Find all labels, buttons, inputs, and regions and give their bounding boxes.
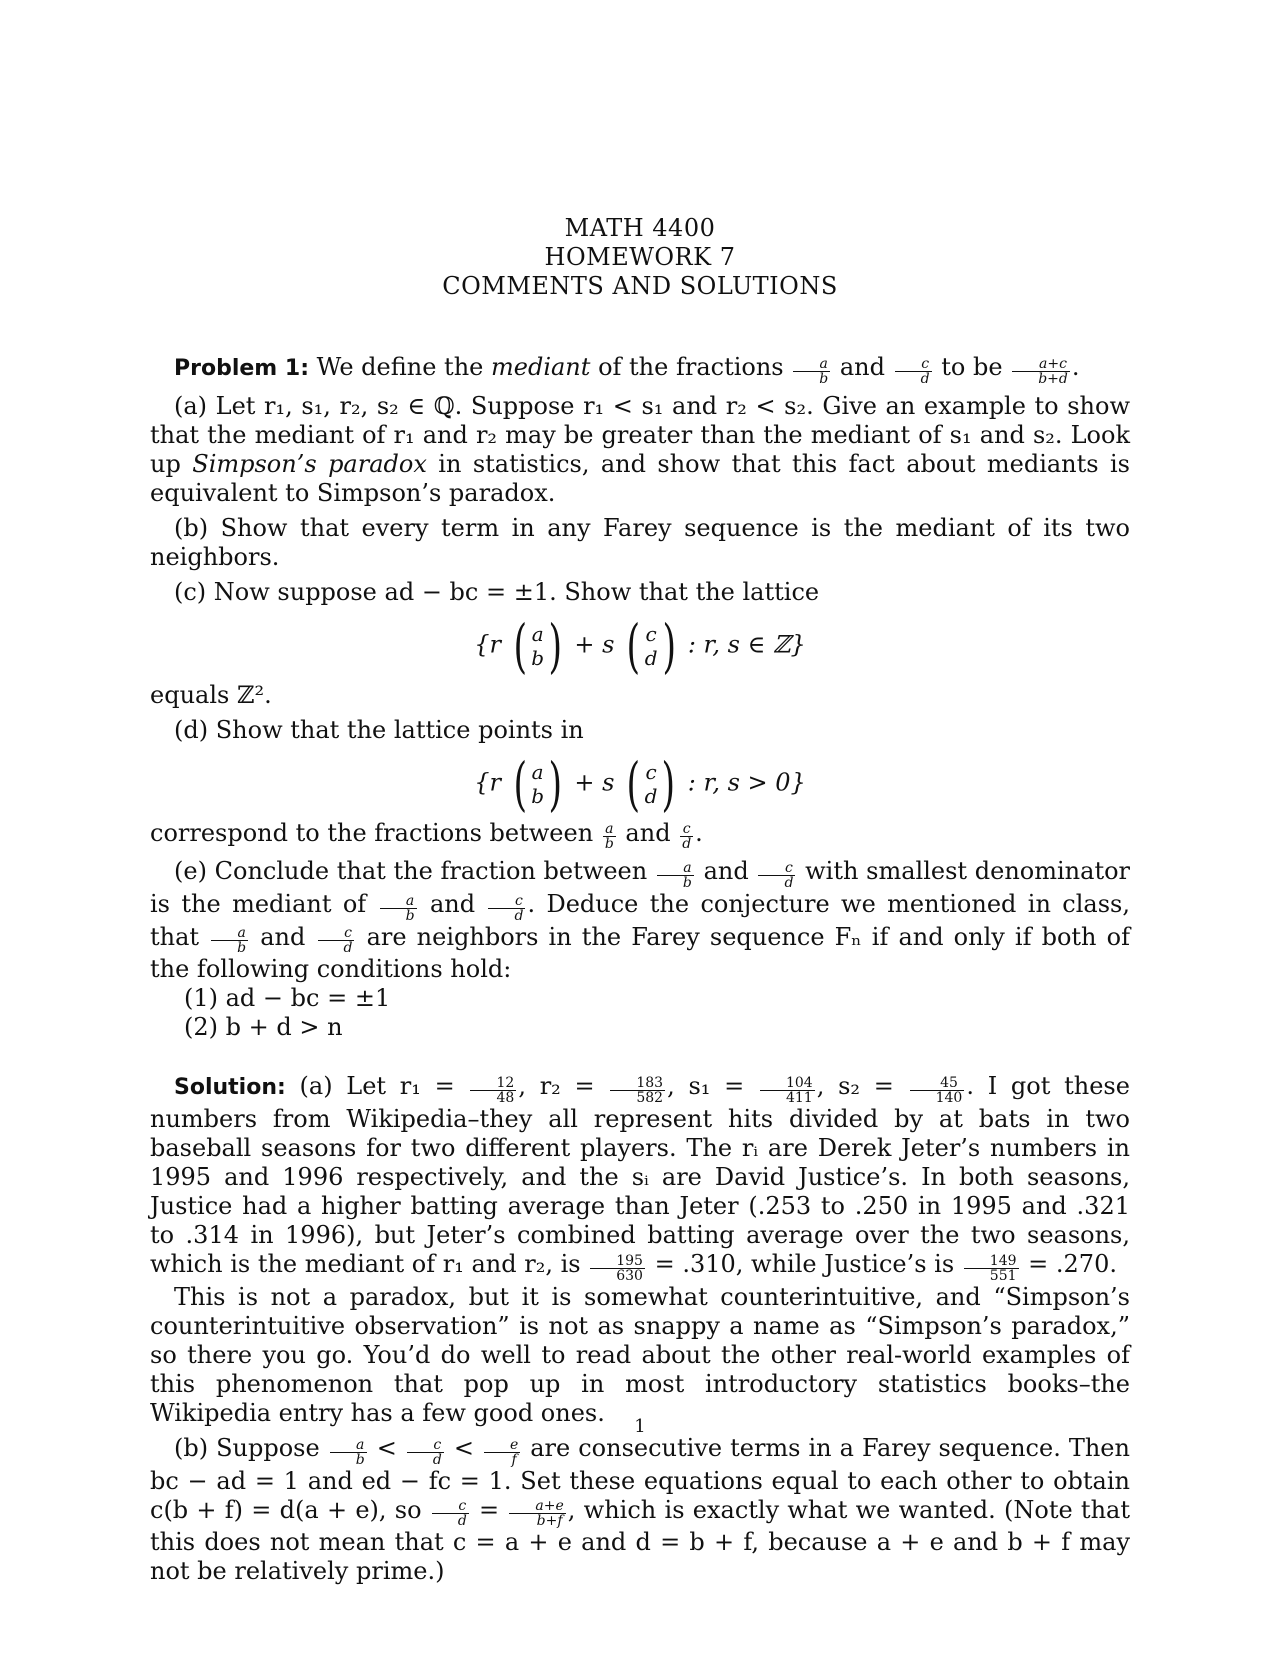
problem-intro: Problem 1: We define the mediant of the fractions $\frac{a}{b}$ and $\frac{c}{d}$ to be $\frac{a+c}{b+d}$ . xyxy=(174,353,1080,387)
document-header xyxy=(150,214,1130,301)
problem-part-b: (b) Show that every term in any Farey sequence is the mediant of its two neighbors. xyxy=(150,513,1130,571)
lattice-display-d: {r ( a b ) + s ( c d ) : r, s > 0} xyxy=(474,749,806,818)
problem-part-e: (e) Conclude that the fraction between $\frac{a}{b}$ and $\frac{c}{d}$ with smallest denominator is the mediant of $\frac{a}{b}$ and $\frac{c}{d}$ . Deduce the conjecture we mentioned in class, that $\frac{a}{b}$ and $\frac{c}{d}$ are neighbors in the Farey sequence Fₙ if and only if both of the following conditions hold: xyxy=(150,857,1131,984)
fraction: $\frac{c}{d}$ xyxy=(895,357,932,386)
solution-label: Solution: xyxy=(174,1075,286,1101)
conditions-list xyxy=(184,984,1130,1042)
fraction: $\frac{a+c}{b+d}$ xyxy=(1012,357,1070,386)
page-number: 1 xyxy=(634,1416,646,1437)
problem-part-d: (d) Show that the lattice points in xyxy=(174,715,584,744)
problem-part-a: (a) Let r₁, s₁, r₂, s₂ ∈ ℚ. Suppose r₁ < s₁ and r₂ < s₂. Give an example to show that the mediant of r₁ and r₂ may be greater than the mediant of s₁ and s₂. Look up Simpson’s paradox in statistics, and show that this fact about mediants is equivalent to Simpson’s paradox. xyxy=(150,391,1130,507)
solution-part-a: Solution: (a) Let r₁ = $\frac{12}{48}$ , r₂ = $\frac{183}{582}$ , s₁ = $\frac{104}{411}$ , s₂ = $\frac{45}{140}$ . I got these numbers from Wikipedia–they all represent hits divided by at bats in two baseball seasons for two different players. The rᵢ are Derek Jeter’s numbers in 1995 and 1996 respectively, and the sᵢ are David Justice’s. In both seasons, Justice had a higher batting average than Jeter (.253 to .250 in 1995 and .321 to .314 in 1996), but Jeter’s combined batting average over the two seasons, which is the mediant of r₁ and r₂, is $\frac{195}{630}$ = .310, while Justice’s is $\frac{149}{551}$ = .270. xyxy=(150,1072,1130,1284)
correspond-line: correspond to the fractions between $\frac{a}{b}$ and $\frac{c}{d}$ . xyxy=(150,818,703,853)
condition-1: (1) ad − bc = ±1 xyxy=(184,984,391,1013)
problem-part-c: (c) Now suppose ad − bc = ±1. Show that the lattice xyxy=(174,577,820,606)
solution-paragraph-2: This is not a paradox, but it is somewhat counterintuitive, and “Simpson’s counterintuitive observation” is not as snappy a name as “Simpson’s paradox,” so there you go. You’d do well to read about the other real-world examples of this phenomenon that pop up in most introductory statistics books–the Wikipedia entry has a few good ones. xyxy=(150,1282,1130,1427)
lattice-display-c: {r ( a b ) + s ( c d ) : r, s ∈ ℤ} xyxy=(474,611,806,680)
document-page xyxy=(150,214,1130,1586)
document-subtitle: COMMENTS AND SOLUTIONS xyxy=(442,272,838,300)
solution-part-b: (b) Suppose $\frac{a}{b}$ < $\frac{c}{d}$ < $\frac{e}{f}$ are consecutive terms in a Farey sequence. Then bc − ad = 1 and ed − fc = 1. Set these equations equal to each other to obtain c(b + f) = d(a + e), so $\frac{c}{d}$ = $\frac{a+e}{b+f}$ , which is exactly what we wanted. (Note that this does not mean that c = a + e and d = b + f, because a + e and b + f may not be relatively prime.) xyxy=(150,1433,1130,1586)
condition-2: (2) b + d > n xyxy=(184,1013,343,1042)
equals-z2: equals ℤ². xyxy=(150,680,272,709)
fraction: $\frac{a}{b}$ xyxy=(793,357,830,386)
assignment-title: HOMEWORK 7 xyxy=(544,243,736,271)
problem-label: Problem 1: xyxy=(174,356,309,381)
course-title: MATH 4400 xyxy=(564,214,716,242)
